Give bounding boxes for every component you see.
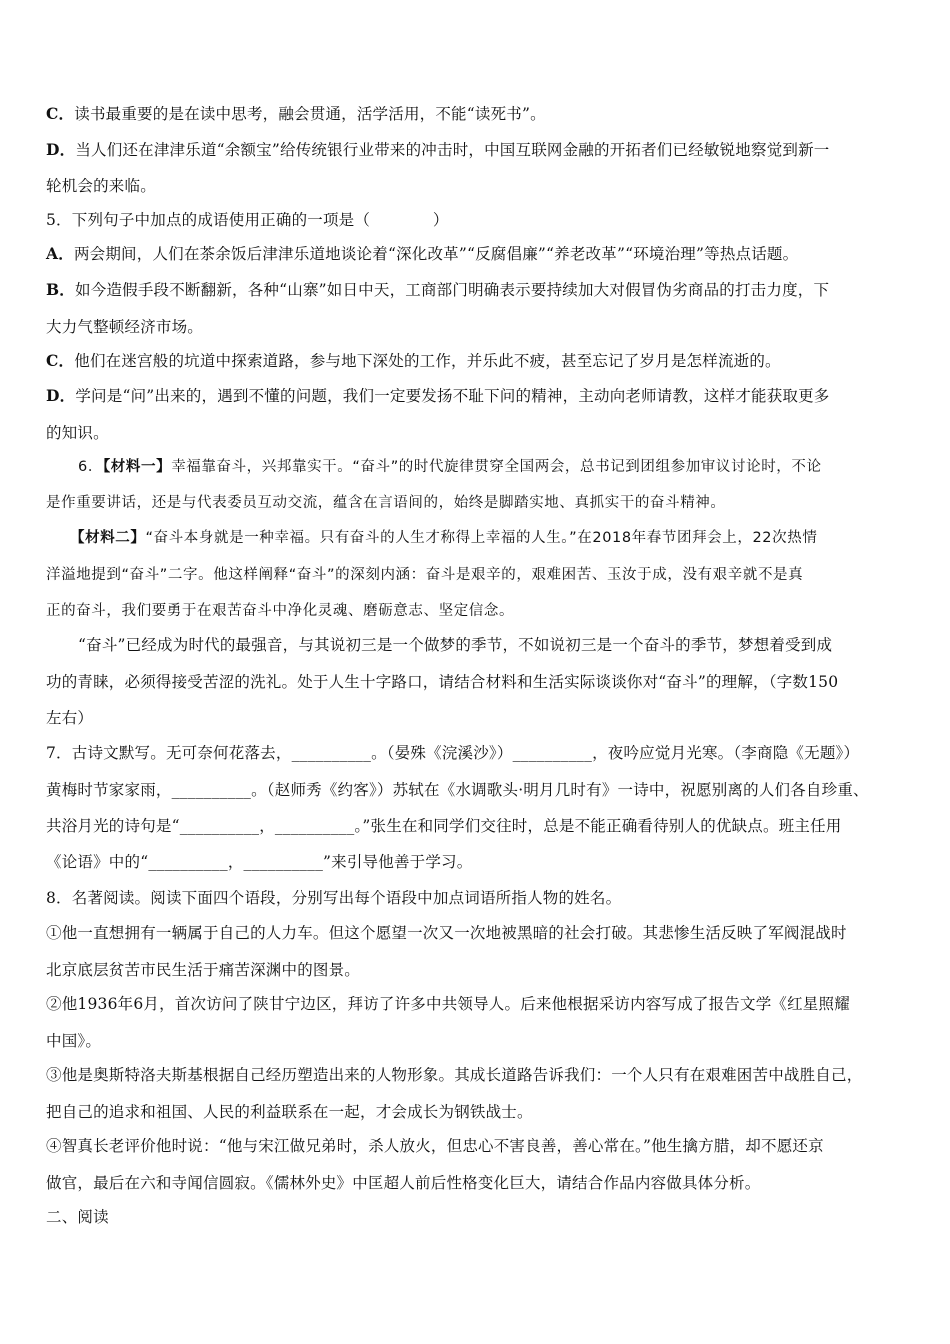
line-text: 左右）	[46, 709, 94, 727]
line-text: “奋斗本身就是一种幸福。只有奋斗的人生才称得上幸福的人生。”在2018年春节团拜会上，22次热情	[145, 530, 818, 546]
line-text: 大力气整顿经济市场。	[46, 318, 204, 336]
line-text: 读书最重要的是在读中思考，融会贯通，活学活用，不能“读死书”。	[74, 105, 546, 123]
line-text: 中国》。	[46, 1032, 102, 1050]
line-text: 是作重要讲话，还是与代表委员互动交流，蕴含在言语间的，始终是脚踏实地、真抓实干的奋斗精神。	[46, 495, 726, 511]
passage-1: ①他一直想拥有一辆属于自己的人力车。但这个愿望一次又一次地被黑暗的社会打破。其悲惨生活反映了军阀混战时	[46, 924, 847, 942]
line-option-c2	[46, 351, 781, 371]
line-text: 当人们还在津津乐道“余额宝”给传统银行业带来的冲击时，中国互联网金融的开拓者们已经敏锐地察觉到新一	[75, 141, 830, 159]
line-text: 把自己的追求和祖国、人民的利益联系在一起，才会成长为钢铁战士。	[46, 1103, 533, 1121]
line-option-d2	[46, 386, 830, 406]
line-option-a	[46, 244, 798, 264]
material-tag: 【材料一】	[102, 459, 172, 475]
line-text: 北京底层贫苦市民生活于痛苦深渊中的图景。	[46, 961, 361, 979]
line-text: 幸福靠奋斗，兴邦靠实干。“奋斗”的时代旋律贯穿全国两会，总书记到团组参加审议讨论时，不论	[171, 459, 822, 475]
line-text: 洋溢地提到“奋斗”二字。他这样阐释“奋斗”的深刻内涵：奋斗是艰辛的，艰难困苦、玉汝于成，没有艰辛就不是真	[46, 567, 804, 583]
passage-2: ②他1936年6月，首次访问了陕甘宁边区，拜访了许多中共领导人。后来他根据采访内容写成了报告文学《红星照耀	[46, 995, 850, 1013]
question-number: 6．	[78, 459, 103, 475]
section-heading: 二、阅读	[46, 1208, 109, 1226]
option-label: D．	[46, 386, 76, 405]
line-text: 功的青睐，必须得接受苦涩的洗礼。处于人生十字路口，请结合材料和生活实际谈谈你对“奋斗”的理解，（字数150	[46, 673, 839, 691]
option-label: C．	[46, 104, 75, 123]
line-text: 的知识。	[46, 424, 109, 442]
line-text: 正的奋斗，我们要勇于在艰苦奋斗中净化灵魂、磨砺意志、坚定信念。	[46, 603, 515, 619]
line-text: 黄梅时节家家雨，__________。（赵师秀《约客》）苏轼在《水调歌头·明月几时有》一诗中，祝愿别离的人们各自珍重、	[46, 781, 869, 799]
passage-3: ③他是奥斯特洛夫斯基根据自己经历塑造出来的人物形象。其成长道路告诉我们：一个人只有在艰难困苦中战胜自己，	[46, 1066, 863, 1084]
material-one	[78, 457, 822, 477]
line-text: 共浴月光的诗句是“__________，__________。”张生在和同学们交往时，总是不能正确看待别人的优缺点。班主任用	[46, 817, 842, 835]
question-7: 7．古诗文默写。无可奈何花落去，__________。（晏殊《浣溪沙》）__________，夜吟应觉月光寒。（李商隐《无题》）	[46, 744, 860, 762]
option-label: B．	[46, 280, 76, 299]
line-text: “奋斗”已经成为时代的最强音，与其说初三是一个做梦的季节，不如说初三是一个奋斗的季节，梦想着受到成	[78, 636, 833, 654]
option-label: C．	[46, 351, 75, 370]
line-option-b	[46, 280, 829, 300]
passage-4: ④智真长老评价他时说：“他与宋江做兄弟时，杀人放火，但忠心不害良善，善心常在。”他生擒方腊，却不愿还京	[46, 1137, 824, 1155]
line-text: 学问是“问”出来的，遇到不懂的问题，我们一定要发扬不耻下问的精神，主动向老师请教，这样才能获取更多	[75, 387, 830, 405]
line-text: 轮机会的来临。	[46, 177, 156, 195]
option-label: D．	[46, 140, 76, 159]
material-two	[70, 528, 817, 548]
question-8: 8．名著阅读。阅读下面四个语段，分别写出每个语段中加点词语所指人物的姓名。	[46, 889, 622, 907]
line-text: 《论语》中的“__________，__________”来引导他善于学习。	[46, 853, 473, 871]
option-label: A．	[46, 244, 74, 263]
line-text: 他们在迷宫般的坑道中探索道路，参与地下深处的工作，并乐此不疲，甚至忘记了岁月是怎样流逝的。	[74, 352, 781, 370]
line-option-d	[46, 140, 830, 160]
line-text: 两会期间，人们在茶余饭后津津乐道地谈论着“深化改革”“反腐倡廉”“养老改革”“环境治理”等热点话题。	[73, 245, 799, 263]
line-option-c	[46, 104, 546, 124]
question-5: 5．下列句子中加点的成语使用正确的一项是（ ）	[46, 211, 449, 229]
material-tag: 【材料二】	[70, 530, 146, 546]
line-text: 做官，最后在六和寺闻信圆寂。《儒林外史》中匡超人前后性格变化巨大，请结合作品内容做具体分析。	[46, 1174, 761, 1192]
line-text: 如今造假手段不断翻新，各种“山寨”如日中天，工商部门明确表示要持续加大对假冒伪劣商品的打击力度，下	[75, 281, 830, 299]
